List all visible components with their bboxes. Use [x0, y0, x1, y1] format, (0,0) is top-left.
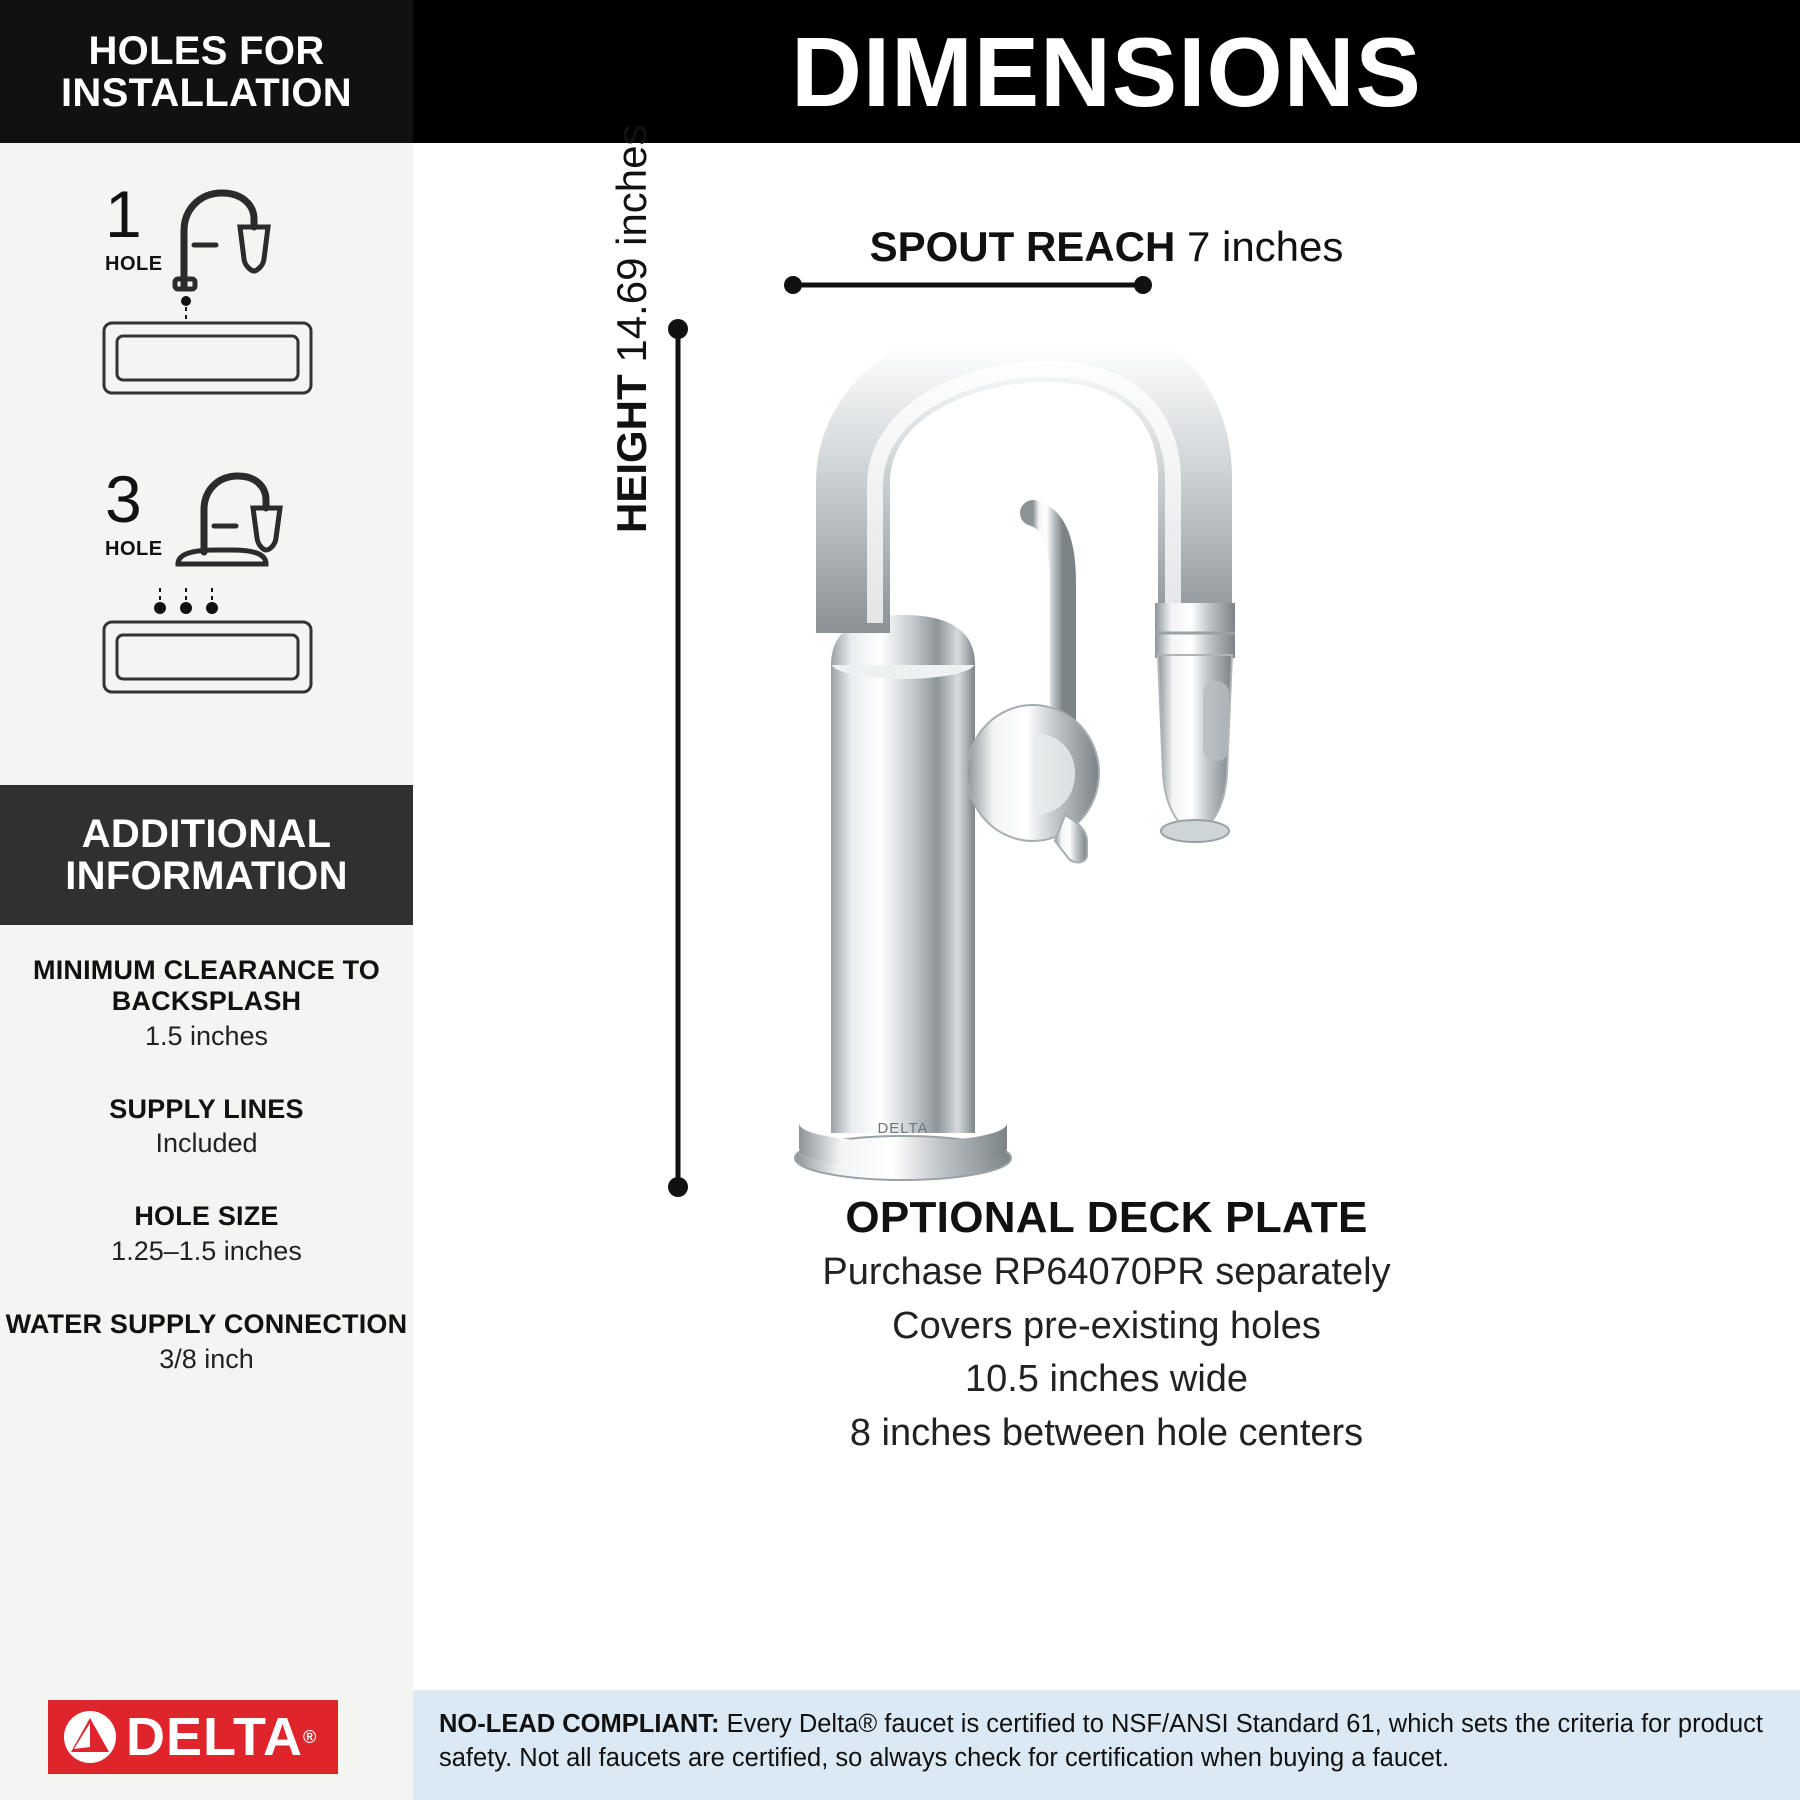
info-value: 1.25–1.5 inches: [111, 1236, 302, 1267]
registered-mark: ®: [302, 1726, 317, 1747]
spout-reach-bold: SPOUT REACH: [869, 223, 1176, 270]
spout-reach-dimension-line: [783, 273, 1153, 297]
info-title: WATER SUPPLY CONNECTION: [5, 1309, 408, 1340]
optional-deck-plate-block: [413, 1193, 1800, 1457]
info-title: HOLE SIZE: [134, 1201, 279, 1232]
info-value: Included: [155, 1128, 258, 1159]
info-item-minimum-clearance: [0, 955, 413, 1052]
hole-option-1-label: HOLE: [105, 253, 163, 275]
deck-plate-line-2: Covers pre-existing holes: [892, 1304, 1321, 1347]
info-title: SUPPLY LINES: [109, 1093, 304, 1124]
hole-option-1: [0, 175, 413, 415]
height-label: [608, 124, 656, 533]
holes-for-installation-header: HOLES FOR INSTALLATION: [0, 0, 413, 143]
dimensions-header: [413, 0, 1800, 143]
info-item-supply-lines: [0, 1094, 413, 1160]
hole-option-3: [0, 460, 413, 710]
hole-option-1-number: 1: [105, 177, 142, 251]
delta-wordmark: DELTA: [126, 1707, 303, 1767]
no-lead-text: Every Delta® faucet is certified to NSF/ANSI Standard 61, which sets the criteria for product safety. Not all faucets are certified, so always check for certification when buying a faucet.: [439, 1710, 1763, 1772]
info-item-water-supply-connection: [0, 1309, 413, 1375]
deck-plate-title: OPTIONAL DECK PLATE: [845, 1193, 1368, 1242]
faucet-product-illustration: [703, 303, 1503, 1203]
no-lead-label: NO-LEAD COMPLIANT:: [439, 1710, 720, 1738]
height-dimension-line: [665, 318, 691, 1198]
additional-information-header: ADDITIONAL INFORMATION: [0, 785, 413, 925]
sink-one-hole-diagram: [100, 293, 315, 398]
height-value: 14.69 inches: [608, 124, 655, 363]
deck-plate-line-3: 10.5 inches wide: [964, 1358, 1249, 1400]
hole-option-3-number: 3: [105, 462, 142, 536]
no-lead-compliant-footer: [413, 1690, 1800, 1800]
deck-plate-line-4: 8 inches between hole centers: [849, 1411, 1364, 1454]
left-sidebar: [0, 0, 413, 1800]
main-diagram-area: [413, 124, 1800, 1800]
spout-reach-value: 7 inches: [1186, 223, 1344, 270]
delta-logo: [48, 1700, 338, 1774]
sink-three-hole-diagram: [100, 582, 315, 697]
info-title: MINIMUM CLEARANCE TO BACKSPLASH: [33, 955, 380, 1016]
faucet-with-escutcheon-icon: [170, 460, 290, 580]
delta-triangle-icon: [62, 1709, 118, 1765]
dimensions-title: DIMENSIONS: [791, 16, 1422, 127]
deck-plate-line-1: Purchase RP64070PR separately: [822, 1251, 1391, 1293]
faucet-outline-icon: [170, 175, 290, 295]
svg-text:DELTA: DELTA: [877, 1120, 929, 1137]
height-bold: HEIGHT: [608, 374, 655, 533]
info-item-hole-size: [0, 1201, 413, 1267]
hole-option-3-label: HOLE: [105, 538, 163, 560]
info-value: 1.5 inches: [144, 1020, 269, 1051]
info-value: 3/8 inch: [159, 1343, 254, 1374]
additional-information-list: [0, 955, 413, 1417]
